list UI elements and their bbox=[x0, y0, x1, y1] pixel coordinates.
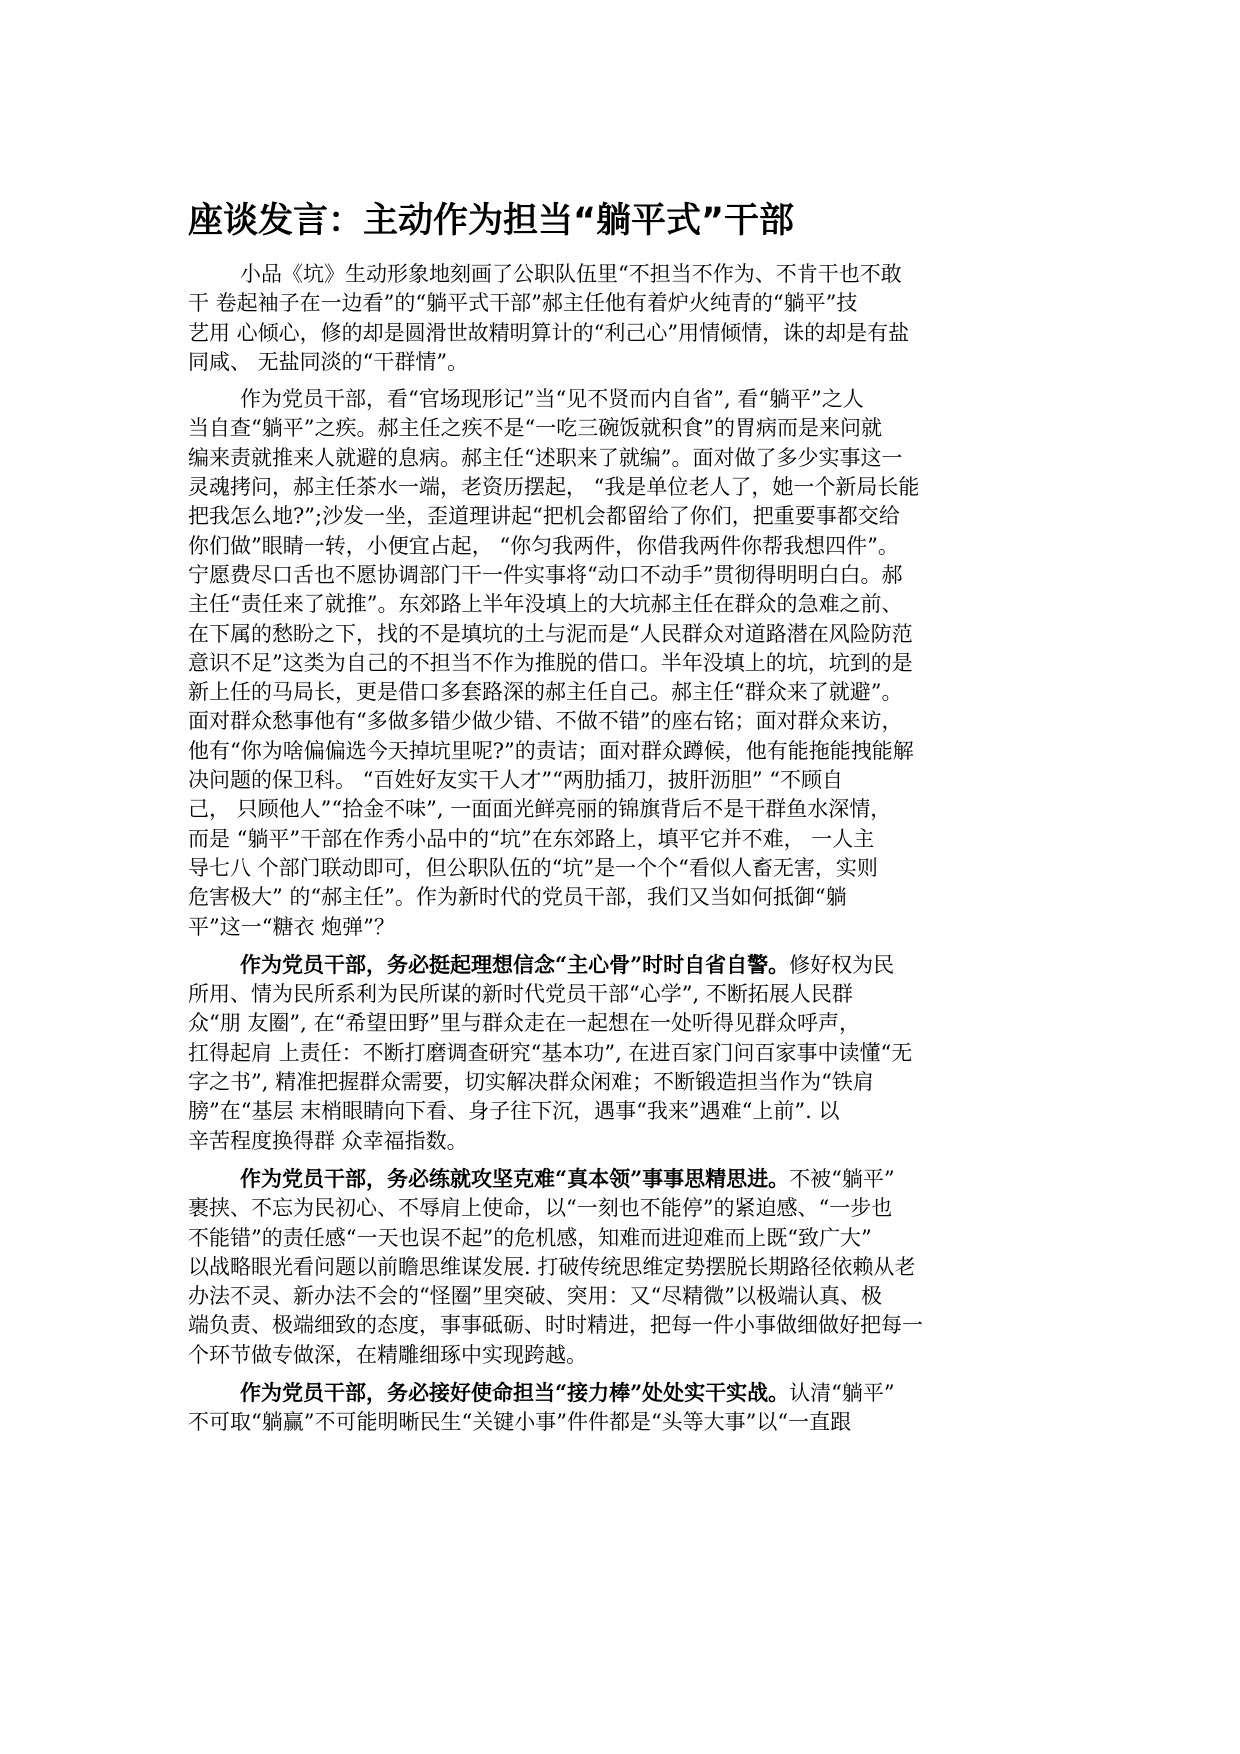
text-line: 宁愿费尽口舌也不愿协调部门干一件实事将“动口不动手”贯彻得明明白白。郝 bbox=[188, 562, 903, 587]
section-lead-text: 作为党员干部，务必接好使命担当“接力棒”处处实干实战。 bbox=[240, 1379, 790, 1405]
text-line: 众“朋 友圈”, 在“希望田野”里与群众走在一起想在一处听得见群众呼声， bbox=[188, 1011, 860, 1036]
paragraph-analysis bbox=[188, 385, 1068, 942]
text-line: 意识不足”这类为自己的不担当不作为推脱的借口。半年没填上的坑，坑到的是 bbox=[188, 650, 913, 675]
text-line: 他有“你为啥偏偏选今天掉坑里呢?”的责诘；面对群众蹲候，他有能拖能拽能解 bbox=[188, 738, 914, 763]
text-line: 所用、情为民所系利为民所谋的新时代党员干部“心学”, 不断拓展人民群 bbox=[188, 982, 853, 1007]
text-line: 平”这一“糖衣 炮弹”？ bbox=[188, 914, 395, 939]
section-lead-text: 作为党员干部，务必练就攻坚克难“真本领”事事思精思进。 bbox=[240, 1165, 790, 1191]
text-line bbox=[188, 950, 1068, 980]
section-lead-continuation: 不被“躺平” bbox=[789, 1166, 895, 1191]
text-line: 个环节做专做深，在精雕细琢中实现跨越。 bbox=[188, 1342, 587, 1367]
text-line: 在下属的愁盼之下，找的不是填坑的土与泥而是“人民群众对道路潜在风险防范 bbox=[188, 621, 913, 646]
text-line: 当自查“躺平”之疾。郝主任之疾不是“一吃三碗饭就积食”的胃病而是来问就 bbox=[188, 416, 882, 441]
section-lead-continuation: 认清“躺平” bbox=[789, 1380, 895, 1405]
text-line: 小品《坑》生动形象地刻画了公职队伍里“不担当不作为、不肯干也不敢 bbox=[240, 262, 902, 286]
text-line: 面对群众愁事他有“多做多错少做少错、不做不错”的座右铭；面对群众来访， bbox=[188, 709, 903, 734]
text-line: 作为党员干部，看“官场现形记”当“见不贤而内自省”, 看“躺平”之人 bbox=[240, 387, 864, 412]
text-line: 危害极大” 的“郝主任”。作为新时代的党员干部，我们又当如何抵御“躺 bbox=[188, 885, 847, 910]
text-line: 灵魂拷问，郝主任茶水一端，老资历摆起， “我是单位老人了，她一个新局长能 bbox=[188, 475, 920, 500]
text-line: 编来责就推来人就避的息病。郝主任“述职来了就编”。面对做了多少实事这一 bbox=[188, 445, 903, 470]
text-line: 字之书”, 精准把握群众需要，切实解决群众闲难；不断锻造担当作为“铁肩 bbox=[188, 1070, 874, 1095]
text-line: 同咸、 无盐同淡的“干群情”。 bbox=[188, 349, 469, 374]
text-line: 裹挟、不忘为民初心、不辱肩上使命，以“一刻也不能停”的紧迫感、“一步也 bbox=[188, 1196, 893, 1221]
text-line: 办法不灵、新办法不会的“怪圈”里突破、突用：又“尽精微”以极端认真、极 bbox=[188, 1284, 882, 1309]
text-line: 扛得起肩 上责任：不断打磨调查研究“基本功”, 在进百家门问百家事中读懂“无 bbox=[188, 1040, 913, 1065]
text-line: 干 卷起袖子在一边看”的“躺平式干部”郝主任他有着炉火纯青的“躺平”技 bbox=[188, 291, 858, 316]
text-line: 辛苦程度换得群 众幸福指数。 bbox=[188, 1128, 468, 1153]
text-line: 你们做”眼睛一转，小便宜占起， “你匀我两件，你借我两件你帮我想四件”。 bbox=[188, 533, 899, 558]
text-line: 以战略眼光看问题以前瞻思维谋发展. 打破传统思维定势摆脱长期路径依赖从老 bbox=[188, 1254, 916, 1279]
section-lead-text: 作为党员干部，务必挺起理想信念“主心骨”时时自省自警。 bbox=[240, 951, 790, 977]
paragraph-point-mission bbox=[188, 1378, 1068, 1438]
text-line: 导七八 个部门联动即可，但公职队伍的“坑”是一个个“看似人畜无害，实则 bbox=[188, 855, 878, 880]
section-lead-continuation: 修好权为民 bbox=[789, 952, 895, 977]
text-line bbox=[188, 1378, 1068, 1408]
text-line: 己， 只顾他人”“拾金不味”, 一面面光鲜亮丽的锦旗背后不是干群鱼水深情， bbox=[188, 797, 892, 822]
text-line: 而是 “躺平”干部在作秀小品中的“坑”在东郊路上，填平它并不难， 一人主 bbox=[188, 826, 875, 851]
paragraph-intro bbox=[188, 260, 1068, 377]
text-line: 端负责、极端细致的态度，事事砥砺、时时精进，把每一件小事做细做好把每一 bbox=[188, 1313, 923, 1338]
text-line: 不能错”的责任感“一天也误不起”的危机感，知难而进迎难而上既“致广大” bbox=[188, 1225, 872, 1250]
paragraph-point-ideals bbox=[188, 950, 1068, 1156]
text-line: 决问题的保卫科。 “百姓好友实干人才”“两肋插刀，披肝沥胆” “不顾自 bbox=[188, 768, 844, 793]
document-body bbox=[188, 260, 1068, 1446]
text-line: 把我怎么地?”;沙发一坐，歪道理讲起“把机会都留给了你们，把重要事都交给 bbox=[188, 504, 900, 529]
text-line: 膀”在“基层 末梢眼睛向下看、身子往下沉，遇事“我来”遇难“上前”. 以 bbox=[188, 1099, 840, 1124]
text-line: 新上任的马局长，更是借口多套路深的郝主任自己。郝主任“群众来了就避”。 bbox=[188, 680, 903, 705]
text-line: 艺用 心倾心，修的却是圆滑世故精明算计的“利己心”用情倾情，诛的却是有盐 bbox=[188, 320, 910, 345]
paragraph-point-skills bbox=[188, 1164, 1068, 1370]
text-line: 主任“责任来了就推”。东郊路上半年没填上的大坑郝主任在群众的急难之前、 bbox=[188, 592, 903, 617]
text-line bbox=[188, 1164, 1068, 1194]
document-title: 座谈发言：主动作为担当“躺平式”干部 bbox=[188, 201, 795, 241]
text-line: 不可取“躺赢”不可能明晰民生“关键小事”件件都是“头等大事”以“一直跟 bbox=[188, 1410, 852, 1435]
